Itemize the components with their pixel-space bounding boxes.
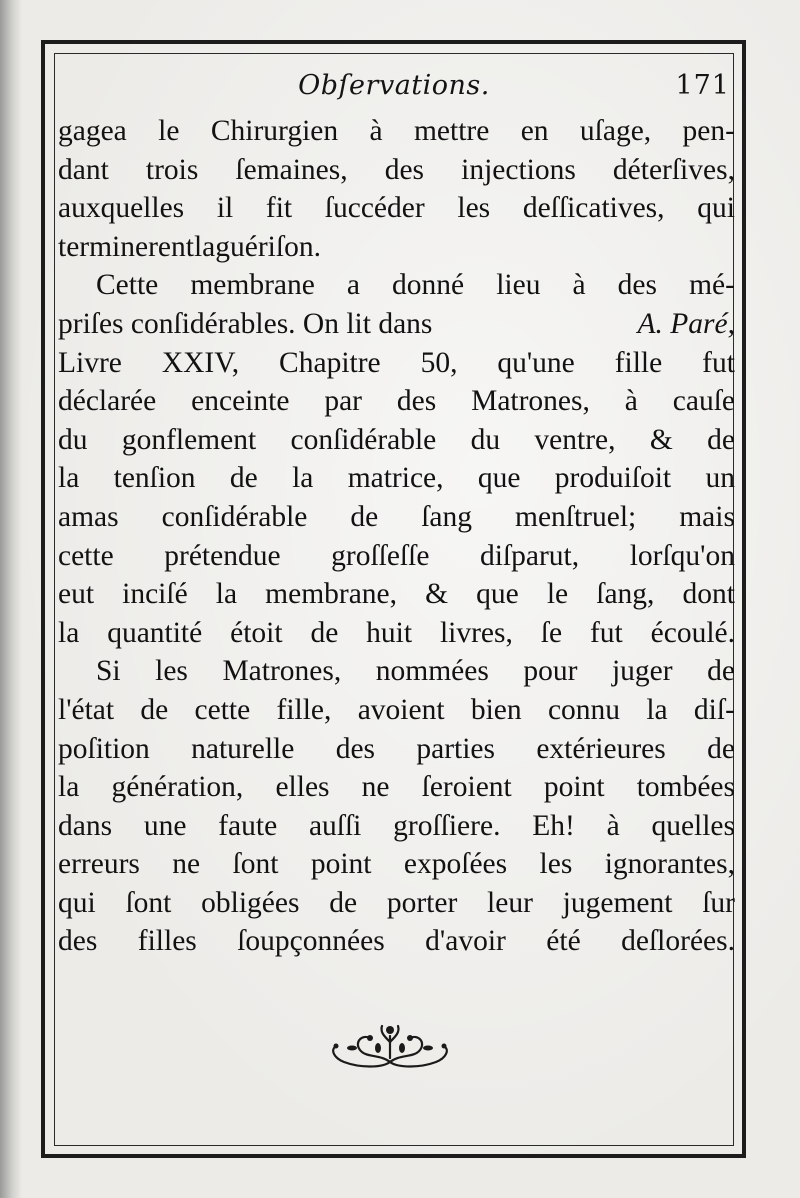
text-word: qu'une bbox=[497, 346, 575, 379]
text-word: ne bbox=[361, 771, 390, 804]
text-line bbox=[58, 652, 735, 691]
text-line bbox=[58, 112, 735, 151]
text-word: porter bbox=[386, 886, 458, 919]
text-word: les bbox=[539, 848, 573, 881]
text-word: de bbox=[140, 693, 169, 726]
text-word: enceinte bbox=[191, 385, 290, 418]
text-word: pen- bbox=[682, 115, 735, 147]
text-word: la bbox=[58, 462, 80, 495]
text-word: amas bbox=[58, 500, 119, 533]
text-word: des bbox=[384, 153, 425, 186]
text-word: point bbox=[543, 771, 605, 804]
text-word: gagea bbox=[58, 115, 127, 147]
text-word: auſſi bbox=[308, 809, 362, 842]
text-word: que bbox=[477, 462, 521, 495]
text-word: qui bbox=[697, 192, 735, 225]
text-word: prétendue bbox=[164, 539, 281, 572]
text-word: de bbox=[707, 655, 735, 688]
text-word: eut bbox=[58, 578, 95, 611]
text-word: livres, bbox=[439, 616, 513, 649]
text-word: Chapitre bbox=[279, 346, 381, 379]
text-word: avoient bbox=[357, 693, 445, 726]
text-line-segment: priſes conſidérables. On lit dans bbox=[58, 307, 433, 340]
text-word: expoſées bbox=[403, 848, 508, 881]
text-word: terminerent bbox=[58, 230, 194, 263]
text-word: ignorantes, bbox=[604, 848, 735, 881]
body-text bbox=[58, 112, 735, 961]
text-word: naturelle bbox=[191, 732, 295, 765]
running-head: Obſervations. bbox=[298, 70, 490, 101]
text-word: connu bbox=[547, 693, 621, 726]
text-word: leur bbox=[487, 886, 533, 919]
text-word: mais bbox=[679, 500, 735, 533]
text-word: guériſon. bbox=[215, 230, 321, 263]
text-word: dont bbox=[682, 578, 735, 611]
text-word: mettre bbox=[413, 115, 490, 147]
text-word: tenſion bbox=[113, 462, 196, 495]
text-word: de bbox=[229, 462, 258, 495]
text-word: qui bbox=[58, 886, 96, 919]
text-word: déterſives, bbox=[612, 153, 735, 186]
text-word: XXIV, bbox=[161, 346, 240, 379]
text-word: ſoupçonnées bbox=[237, 925, 385, 958]
text-word: de bbox=[329, 886, 358, 919]
text-line bbox=[58, 691, 735, 730]
text-word: que bbox=[476, 578, 519, 611]
text-word: ſont bbox=[232, 848, 279, 881]
text-word: à bbox=[369, 115, 383, 147]
text-word: groſſiere. bbox=[393, 809, 501, 842]
text-word: lorſqu'on bbox=[629, 539, 735, 572]
text-word: Eh! bbox=[532, 809, 575, 842]
text-line bbox=[58, 266, 735, 305]
text-word: ſe bbox=[540, 616, 563, 649]
text-word: fit bbox=[265, 192, 293, 225]
text-word: les bbox=[457, 192, 491, 225]
text-word: des bbox=[58, 925, 98, 958]
text-word: faute bbox=[218, 809, 278, 842]
text-word: auxquelles bbox=[58, 192, 185, 225]
text-word: nommées bbox=[375, 655, 489, 688]
fleuron-ornament-icon bbox=[320, 1018, 460, 1072]
text-word: ventre, bbox=[534, 423, 616, 456]
text-word: la bbox=[292, 462, 314, 495]
binding-shadow bbox=[0, 0, 22, 1198]
text-word: cette bbox=[194, 693, 251, 726]
text-word: la bbox=[193, 230, 216, 263]
text-line bbox=[58, 537, 735, 576]
text-word: les bbox=[155, 655, 188, 688]
text-word: fut bbox=[589, 616, 623, 649]
text-word: Matrones, bbox=[471, 385, 590, 418]
page-number: 171 bbox=[675, 70, 730, 101]
text-line bbox=[58, 189, 735, 228]
text-word: deſlorées. bbox=[621, 925, 735, 958]
text-line bbox=[58, 382, 735, 421]
text-word: poſition bbox=[58, 732, 150, 765]
text-word: produiſoit bbox=[554, 462, 672, 495]
text-word: ſur bbox=[702, 886, 735, 919]
text-word: dans bbox=[58, 809, 113, 842]
text-word: du bbox=[470, 423, 501, 456]
text-word: membrane bbox=[190, 269, 315, 302]
text-word: point bbox=[310, 848, 372, 881]
text-word: été bbox=[546, 925, 581, 958]
text-word: ne bbox=[172, 848, 201, 881]
text-line bbox=[58, 922, 735, 961]
text-word: Cette bbox=[96, 269, 159, 302]
text-word: la bbox=[646, 693, 668, 726]
text-word: déclarée bbox=[58, 385, 157, 418]
text-line bbox=[58, 807, 735, 846]
text-word: conſidérable bbox=[161, 500, 308, 533]
text-word: la bbox=[58, 616, 80, 649]
text-line bbox=[58, 151, 735, 190]
text-word: uſage, bbox=[579, 115, 652, 147]
text-word: Livre bbox=[58, 346, 122, 379]
text-word: écoulé. bbox=[650, 616, 735, 649]
text-line bbox=[58, 459, 735, 498]
text-word: diſparut, bbox=[479, 539, 580, 572]
text-word: inciſé bbox=[122, 578, 188, 611]
text-word: la bbox=[58, 771, 80, 804]
page-header bbox=[54, 70, 734, 110]
text-word: & bbox=[425, 578, 449, 611]
text-word: a bbox=[346, 269, 360, 302]
text-line bbox=[58, 498, 735, 537]
text-word: d'avoir bbox=[425, 925, 506, 958]
text-word: à bbox=[624, 385, 638, 418]
text-word: le bbox=[546, 578, 569, 611]
text-line bbox=[58, 768, 735, 807]
text-word: conſidérable bbox=[290, 423, 437, 456]
text-word: de bbox=[350, 500, 379, 533]
text-word: gonflement bbox=[121, 423, 257, 456]
text-word: un bbox=[705, 462, 735, 495]
text-word: dant bbox=[58, 153, 109, 186]
text-word: une bbox=[143, 809, 187, 842]
text-word: deſſicatives, bbox=[522, 192, 665, 225]
text-word: de bbox=[707, 423, 735, 456]
text-word: juger bbox=[611, 655, 673, 688]
text-word: membrane, bbox=[265, 578, 398, 611]
text-word: Matrones, bbox=[222, 655, 342, 688]
text-word: injections bbox=[461, 153, 576, 186]
text-word: l'état bbox=[58, 693, 115, 726]
text-word: obligées bbox=[201, 886, 300, 919]
text-word: quantité bbox=[107, 616, 203, 649]
text-word: fut bbox=[702, 346, 735, 379]
text-line bbox=[58, 884, 735, 923]
text-word: ſang, bbox=[596, 578, 655, 611]
text-word: parties bbox=[416, 732, 495, 765]
text-line-with-reference bbox=[58, 305, 735, 344]
text-word: cette bbox=[58, 539, 114, 572]
text-word: huit bbox=[366, 616, 413, 649]
text-line bbox=[58, 730, 735, 769]
text-word: pour bbox=[523, 655, 578, 688]
text-word: Si bbox=[96, 655, 121, 688]
text-word: il bbox=[216, 192, 234, 225]
text-word: ſang bbox=[421, 500, 473, 533]
text-line bbox=[58, 344, 735, 383]
text-word: du bbox=[58, 423, 88, 456]
text-word: des bbox=[335, 732, 376, 765]
text-word: mé- bbox=[689, 269, 735, 302]
italic-reference: A. Paré, bbox=[637, 307, 735, 340]
text-word: en bbox=[520, 115, 549, 147]
text-word: fille bbox=[614, 346, 663, 379]
text-word: ſont bbox=[125, 886, 172, 919]
text-line bbox=[58, 845, 735, 884]
text-word: fille, bbox=[276, 693, 332, 726]
text-word: 50, bbox=[420, 346, 458, 379]
text-word: génération, bbox=[111, 771, 244, 804]
text-word: étoit bbox=[230, 616, 283, 649]
text-word: à bbox=[606, 809, 620, 842]
text-word: bien bbox=[470, 693, 522, 726]
text-word: la bbox=[215, 578, 238, 611]
text-line bbox=[58, 575, 735, 614]
text-line bbox=[58, 614, 735, 653]
text-line bbox=[58, 421, 735, 460]
text-word: lieu bbox=[496, 269, 541, 302]
text-word: ſeroient bbox=[421, 771, 512, 804]
text-word: de bbox=[310, 616, 339, 649]
text-word: à bbox=[572, 269, 586, 302]
text-word: menſtruel; bbox=[515, 500, 637, 533]
text-word: tombées bbox=[636, 771, 735, 804]
text-word: filles bbox=[137, 925, 197, 958]
text-word: des bbox=[396, 385, 437, 418]
text-line bbox=[58, 228, 735, 267]
text-word: erreurs bbox=[58, 848, 140, 881]
text-word: & bbox=[649, 423, 673, 456]
text-word: jugement bbox=[562, 886, 673, 919]
text-word: donné bbox=[392, 269, 465, 302]
text-word: de bbox=[707, 732, 735, 765]
text-word: des bbox=[617, 269, 657, 302]
text-word: extérieures bbox=[536, 732, 666, 765]
text-word: ſuccéder bbox=[324, 192, 425, 225]
text-word: le bbox=[158, 115, 180, 147]
text-word: matrice, bbox=[347, 462, 444, 495]
text-word: quelles bbox=[651, 809, 735, 842]
text-word: diſ- bbox=[693, 693, 735, 726]
text-word: ſemaines, bbox=[235, 153, 348, 186]
text-word: Chirurgien bbox=[210, 115, 339, 147]
text-word: elles bbox=[275, 771, 330, 804]
text-word: par bbox=[324, 385, 362, 418]
text-word: groſſeſſe bbox=[331, 539, 430, 572]
text-word: trois bbox=[145, 153, 199, 186]
text-word: cauſe bbox=[672, 385, 735, 418]
